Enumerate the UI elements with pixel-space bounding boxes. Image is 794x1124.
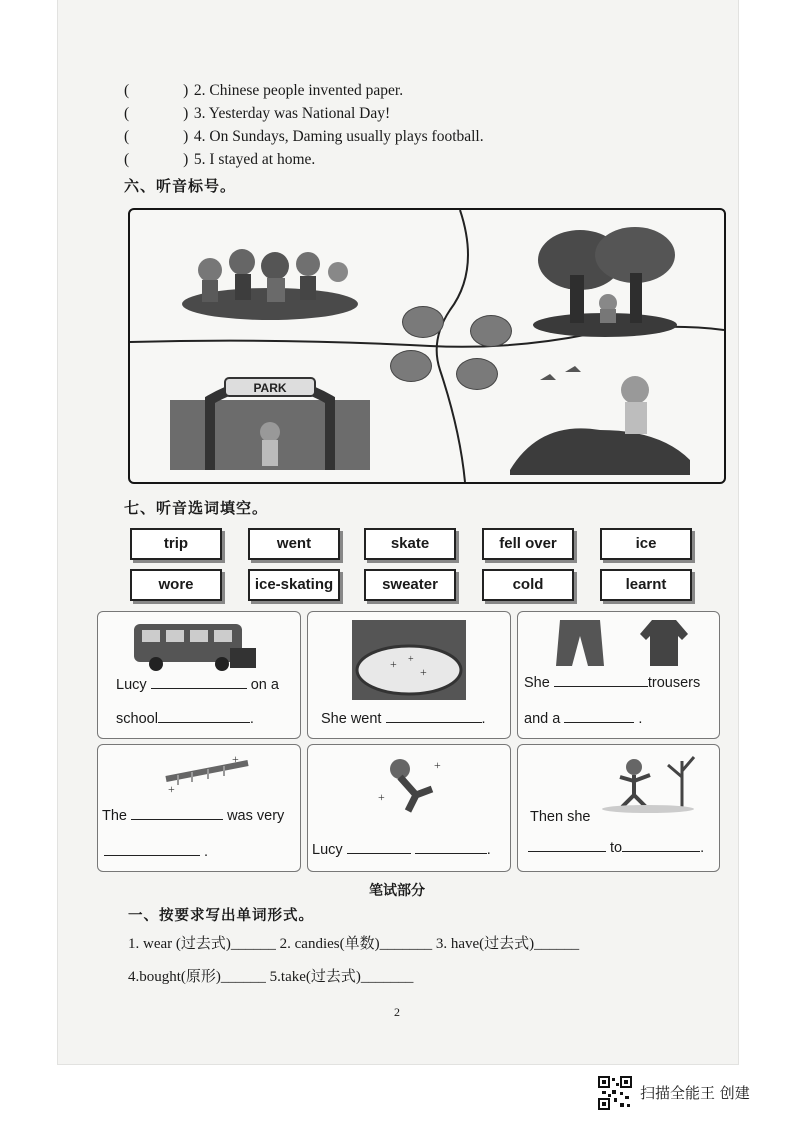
section-7-title: 七、听音选词填空。 bbox=[124, 499, 269, 517]
svg-text:+: + bbox=[408, 654, 414, 665]
scanner-watermark: 扫描全能王 创建 bbox=[640, 1084, 750, 1102]
answer-circle-3[interactable] bbox=[390, 350, 432, 382]
svg-text:+: + bbox=[420, 665, 427, 679]
word-ice[interactable]: ice bbox=[600, 528, 692, 560]
word-ice-skating[interactable]: ice-skating bbox=[248, 569, 340, 601]
card-cold-ice: + + The was very . bbox=[97, 744, 301, 872]
kids-playing-image bbox=[180, 232, 360, 322]
tf-item-2: ( ) 2. Chinese people invented paper. bbox=[124, 82, 404, 99]
word-form-line-1: 1. wear (过去式)______ 2. candies(单数)_______ 3. have(过去式)______ bbox=[128, 936, 580, 952]
written-section-heading: 笔试部分 bbox=[369, 883, 425, 899]
page-number: 2 bbox=[394, 1005, 400, 1019]
skater-tree-icon bbox=[598, 751, 698, 813]
word-fell-over[interactable]: fell over bbox=[482, 528, 574, 560]
tf-item-4: ( ) 4. On Sundays, Daming usually plays football. bbox=[124, 128, 484, 145]
qr-code-icon bbox=[598, 1076, 632, 1110]
svg-text:+: + bbox=[168, 782, 175, 793]
svg-text:+: + bbox=[232, 753, 239, 766]
answer-circle-1[interactable] bbox=[402, 306, 444, 338]
word-trip[interactable]: trip bbox=[130, 528, 222, 560]
park-gate-image bbox=[170, 360, 370, 475]
answer-circle-2[interactable] bbox=[470, 315, 512, 347]
word-form-line-2: 4.bought(原形)______ 5.take(过去式)_______ bbox=[128, 969, 414, 985]
section-6-title: 六、听音标号。 bbox=[124, 177, 237, 195]
word-sweater[interactable]: sweater bbox=[364, 569, 456, 601]
word-cold[interactable]: cold bbox=[482, 569, 574, 601]
bus-icon bbox=[130, 618, 258, 674]
word-learnt[interactable]: learnt bbox=[600, 569, 692, 601]
card-learnt-skate: Then she to . bbox=[517, 744, 720, 872]
word-skate[interactable]: skate bbox=[364, 528, 456, 560]
icy-branch-icon bbox=[162, 753, 252, 793]
girl-birds-image bbox=[510, 360, 690, 475]
picture-ordering-panel bbox=[128, 208, 726, 484]
sweater-icon bbox=[638, 616, 690, 670]
falling-skater-icon bbox=[372, 755, 452, 815]
card-clothes: She trousers and a . bbox=[517, 611, 720, 739]
trousers-icon bbox=[550, 616, 610, 670]
svg-text:+: + bbox=[434, 758, 441, 772]
svg-text:+: + bbox=[390, 657, 397, 671]
card-ice-rink: + + + She went . bbox=[307, 611, 511, 739]
ice-rink-icon bbox=[350, 618, 468, 702]
word-wore[interactable]: wore bbox=[130, 569, 222, 601]
park-sign-text: PARK bbox=[253, 381, 287, 395]
answer-circle-4[interactable] bbox=[456, 358, 498, 390]
tf-item-3: ( ) 3. Yesterday was National Day! bbox=[124, 105, 391, 122]
tf-item-5: ( ) 5. I stayed at home. bbox=[124, 151, 316, 168]
card-bus-trip: Lucy on a school . bbox=[97, 611, 301, 739]
svg-text:+: + bbox=[378, 790, 385, 804]
tree-picnic-image bbox=[530, 225, 680, 337]
written-part1-title: 一、按要求写出单词形式。 bbox=[128, 908, 314, 924]
card-fell-over: + + Lucy . bbox=[307, 744, 511, 872]
word-went[interactable]: went bbox=[248, 528, 340, 560]
